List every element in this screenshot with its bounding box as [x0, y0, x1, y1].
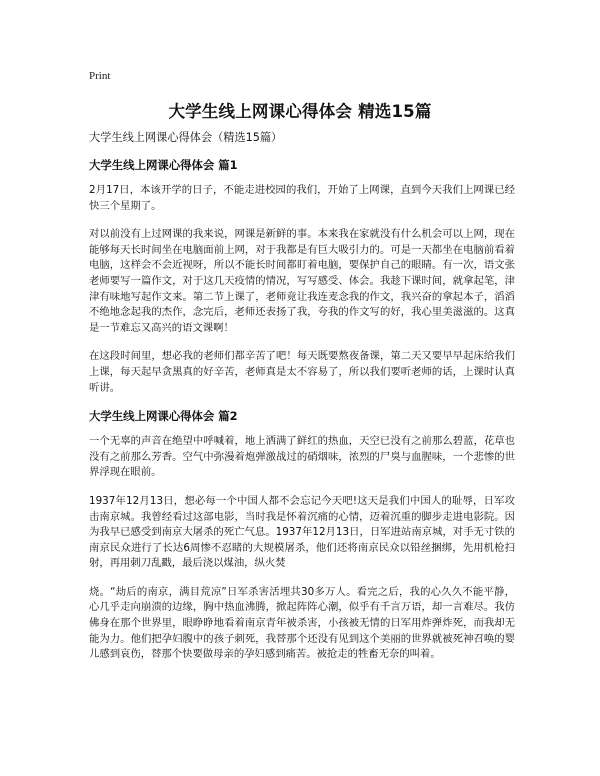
paragraph: 2月17日，本该开学的日子，不能走进校园的我们，开始了上网课，直到今天我们上网课已经快三个星期了。 — [89, 184, 515, 212]
paragraph: 在这段时间里，想必我的老师们都辛苦了吧！每天既要熬夜备课，第二天又要早早起床给我们上课，每天起早贪黑真的好辛苦，老师真是太不容易了，所以我们要听老师的话，上课时认真听讲。 — [89, 350, 515, 394]
page-title: 大学生线上网课心得体会 精选15篇 — [168, 102, 432, 121]
section-1 — [89, 158, 515, 396]
section-heading: 大学生线上网课心得体会 篇2 — [89, 409, 238, 424]
print-label[interactable]: Print — [89, 70, 111, 82]
paragraph: 烧。“劫后的南京，满目荒凉”日军杀害活埋共30多万人。看完之后，我的心久久不能平静，心几乎走向崩溃的边缘，胸中热血沸腾，掀起阵阵心潮，似乎有千言万语，却一言难尽。我仿佛身在那个世界里，眼睁睁地看着南京青年被杀害，小孩被无情的日军用炸弹炸死，而我却无能为力。他们把孕妇腹中的孩子刺死，我替那个还没有见到这个美丽的世界就被死神召唤的婴儿感到哀伤，替那个快要做母亲的孕妇感到痛苦。被抢走的牲畜无奈的叫着。 — [89, 585, 515, 661]
article-body — [89, 130, 515, 676]
section-2 — [89, 409, 515, 663]
paragraph: 对以前没有上过网课的我来说，网课是新鲜的事。本来我在家就没有什么机会可以上网，现在能够每天长时间坐在电脑面前上网，对于我都是有巨大吸引力的。可是一天都坐在电脑前看着电脑，这样会不会近视呀，所以不能长时间都盯着电脑，要保护自己的眼睛。有一次，语文张老师要写一篇作文，对于这几天疫情的情况，写写感受、体会。我趁下课时间，就拿起笔，津津有味地写起作文来。第二节上课了，老师竟让我连麦念我的作文，我兴奋的拿起本子，滔滔不绝地念起我的杰作，念完后，老师还表扬了我，夸我的作文写的好，我心里美滋滋的。这真是一节难忘又高兴的语文课啊！ — [89, 228, 515, 334]
article-subtitle: 大学生线上网课心得体会（精选15篇） — [89, 131, 283, 144]
paragraph: 1937年12月13日，想必每一个中国人都不会忘记今天吧!这天是我们中国人的耻辱，日军攻击南京城。我曾经看过这部电影，当时我是怀着沉痛的心情，迈着沉重的脚步走进电影院。因为我早已感受到南京大屠杀的死亡气息。1937年12月13日，日军进站南京城，对手无寸铁的南京民众进行了长达6周惨不忍睹的大规模屠杀，他们还将南京民众以铅丝捆绑，先用机枪扫射，再用刺刀乱戳，最后浇以煤油，纵火焚 — [89, 494, 515, 570]
paragraph: 一个无辜的声音在绝望中呼喊着，地上洒满了鲜红的热血，天空已没有之前那么碧蓝，花草也没有之前那么芳香。空气中弥漫着炮弹激战过的硝烟味，浓烈的尸臭与血腥味，一个悲惨的世界浮现在眼前。 — [89, 435, 515, 479]
section-heading: 大学生线上网课心得体会 篇1 — [89, 158, 238, 172]
